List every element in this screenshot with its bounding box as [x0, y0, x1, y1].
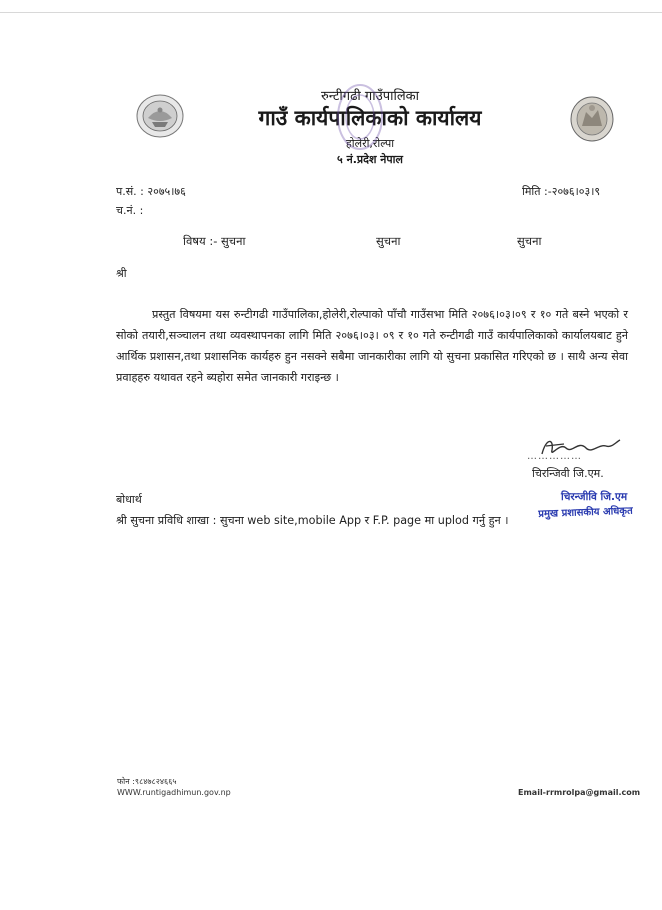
nepal-emblem-icon [136, 94, 184, 138]
stamp-designation: प्रमुख प्रशासकीय अधिकृत [538, 505, 633, 520]
salutation: श्री [116, 267, 127, 280]
patra-sankhya: प.सं. : २०७५।७६ [116, 185, 186, 198]
stamp-name: चिरन्जीवि जि.एम [561, 491, 628, 503]
bodhartha-label: बोधार्थ [116, 493, 142, 506]
scan-border-line [0, 12, 662, 13]
footer-phone: फोन :९८४७८२४६६५ [117, 777, 177, 786]
footer-email: Email-rrmrolpa@gmail.com [518, 788, 641, 797]
letter-date: मिति :-२०७६।०३।९ [522, 185, 601, 198]
signatory-name: चिरन्जिवी जि.एम. [532, 467, 604, 480]
bodhartha-recipient: श्री सुचना प्रविधि शाखा : सुचना web site,mobile App र F.P. page मा uplod गर्नु हुन । [116, 514, 509, 527]
office-title: गाउँ कार्यपालिकाको कार्यालय [258, 106, 482, 130]
municipality-seal-icon [570, 96, 614, 142]
signature-dots: …………… [527, 451, 582, 462]
municipality-name: रुन्टीगढी गाउँपालिका [320, 89, 419, 104]
province-line: ५ नं.प्रदेश नेपाल [337, 153, 403, 166]
office-address: होलेरी,रोल्पा [345, 137, 395, 150]
header-stamp-icon [335, 82, 385, 152]
notice-body: प्रस्तुत विषयमा यस रुन्टीगढी गाउँपालिका,होलेरी,रोल्पाको पाँचौ गाउँसभा मिति २०७६।०३।०९ र १० गते बस्ने भएको र सोको तयारी,सञ्चालन तथा व्यवस्थापनका लागि मिति २०७६।०३। ०९ र १० गते रुन्टीगढी गाउँ कार्यपालिकाको कार्यालयबाट हुने आर्थिक प्रशासन,तथा प्रशासनिक कार्यहरु हुन नसक्ने सबैमा जानकारीका लागि यो सुचना प्रकासित गरिएको छ । साथै अन्य सेवा प्रवाहहरु यथावत रहने ब्यहोरा समेत जानकारी गराइन्छ । [116, 308, 628, 384]
footer-website: WWW.runtigadhimun.gov.np [117, 788, 231, 797]
subject-label: विषय :- सुचना [183, 234, 246, 248]
subject-repeat-1: सुचना [376, 234, 401, 248]
subject-repeat-2: सुचना [517, 234, 542, 248]
chalani-number: च.नं. : [116, 204, 144, 217]
